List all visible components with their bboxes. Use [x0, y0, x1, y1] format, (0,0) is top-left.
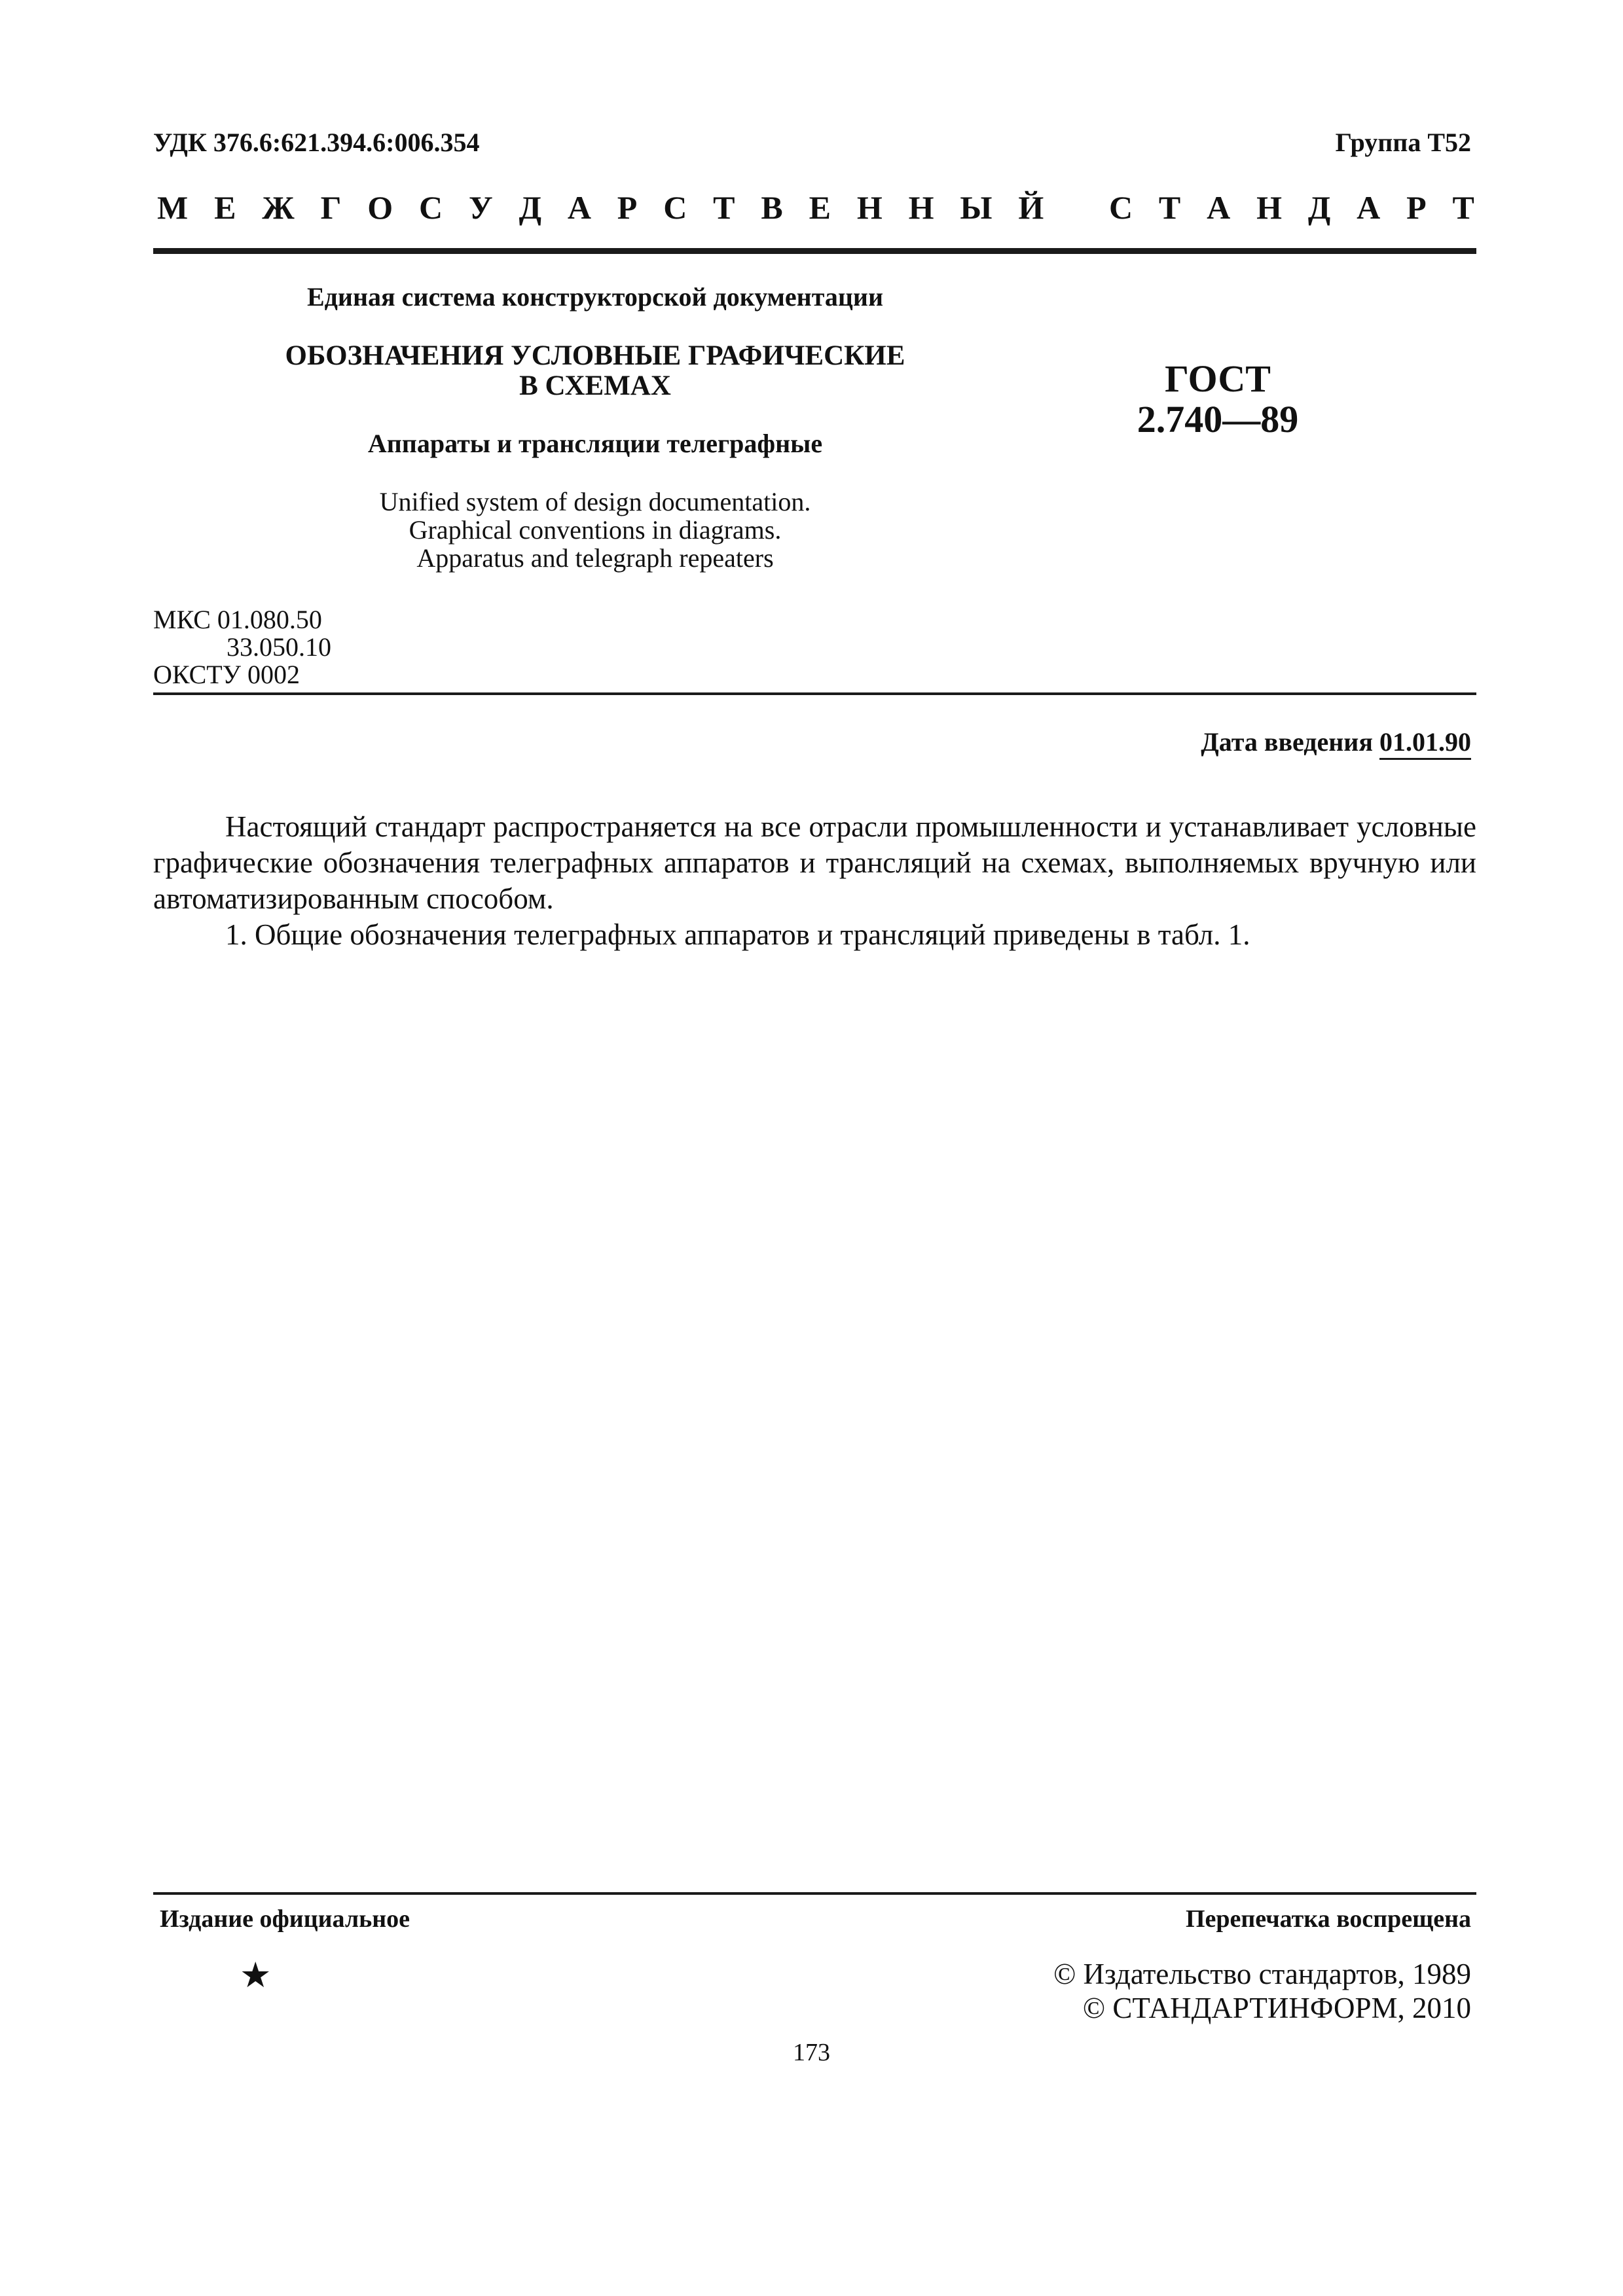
body-paragraph-2: 1. Общие обозначения телеграфных аппаратов и трансляций приведены в табл. 1.: [225, 918, 1250, 951]
footer-rule: [153, 1892, 1476, 1895]
udk-code: УДК 376.6:621.394.6:006.354: [153, 128, 480, 157]
copyright-line-1: © Издательство стандартов, 1989: [1053, 1958, 1471, 1990]
body-text: [153, 809, 1476, 953]
heading-letter: Ы: [960, 189, 993, 226]
title-line-1: ОБОЗНАЧЕНИЯ УСЛОВНЫЕ ГРАФИЧЕСКИЕ: [285, 340, 905, 371]
heading-letter: Т: [1452, 189, 1474, 226]
copyright-block: [1053, 1957, 1471, 2025]
interstate-standard-heading: [157, 188, 1474, 226]
page-number: 173: [793, 2039, 830, 2066]
header-rule: [153, 248, 1476, 254]
heading-letter: Н: [908, 189, 934, 226]
heading-letter: А: [1207, 189, 1231, 226]
copyright-line-2: © СТАНДАРТИНФОРМ, 2010: [1082, 1992, 1471, 2024]
heading-letter: У: [469, 189, 493, 226]
mks-code-2: 33.050.10: [227, 632, 331, 662]
english-line-3: Apparatus and telegraph repeaters: [416, 543, 774, 573]
heading-letter: Т: [1158, 189, 1181, 226]
introduction-date: [1201, 726, 1471, 757]
heading-letter: Н: [856, 189, 883, 226]
heading-letter: Д: [519, 189, 541, 226]
heading-letter: Г: [320, 189, 342, 226]
heading-letter: С: [1108, 189, 1133, 226]
classification-rule: [153, 692, 1476, 695]
mks-code-1: МКС 01.080.50: [153, 605, 322, 634]
heading-gap: [1070, 188, 1083, 226]
classification-codes: [153, 606, 331, 689]
english-line-1: Unified system of design documentation.: [379, 487, 811, 516]
heading-letter: Д: [1307, 189, 1331, 226]
heading-letter: С: [419, 189, 443, 226]
heading-letter: О: [367, 189, 393, 226]
heading-letter: Р: [1406, 189, 1427, 226]
group-code: Группа Т52: [1335, 128, 1471, 157]
reprint-prohibited-label: Перепечатка воспрещена: [1185, 1905, 1471, 1933]
official-edition-label: Издание официальное: [160, 1905, 410, 1933]
document-subtitle: Аппараты и трансляции телеграфные: [367, 429, 823, 458]
system-name: Единая система конструкторской документации: [307, 282, 883, 312]
heading-letter: С: [663, 189, 687, 226]
heading-letter: Н: [1256, 189, 1283, 226]
okstu-code: ОКСТУ 0002: [153, 660, 301, 689]
date-label: Дата введения: [1201, 727, 1373, 757]
heading-letter: М: [157, 189, 189, 226]
heading-letter: Е: [809, 189, 831, 226]
heading-letter: Р: [617, 189, 638, 226]
gost-designation: [1074, 359, 1362, 440]
star-icon: ★: [240, 1956, 272, 1995]
gost-label: ГОСТ: [1165, 357, 1271, 400]
date-value: 01.01.90: [1379, 727, 1471, 760]
heading-letter: Ж: [262, 189, 295, 226]
body-paragraph-1: Настоящий стандарт распространяется на все отрасли промышленности и устанавливает условные графические обозначения телеграфных аппаратов и трансляций на схемах, выполняемых вручную или автоматизированным способом.: [153, 810, 1476, 915]
gost-number: 2.740—89: [1137, 398, 1299, 440]
document-title: [153, 341, 1037, 401]
title-line-2: В СХЕМАХ: [519, 370, 671, 401]
heading-letter: Е: [214, 189, 236, 226]
english-title: [153, 488, 1037, 572]
heading-letter: В: [761, 189, 783, 226]
heading-letter: А: [1357, 189, 1381, 226]
heading-letter: Й: [1018, 189, 1044, 226]
heading-letter: Т: [713, 189, 735, 226]
english-line-2: Graphical conventions in diagrams.: [409, 515, 782, 545]
heading-letter: А: [567, 189, 591, 226]
